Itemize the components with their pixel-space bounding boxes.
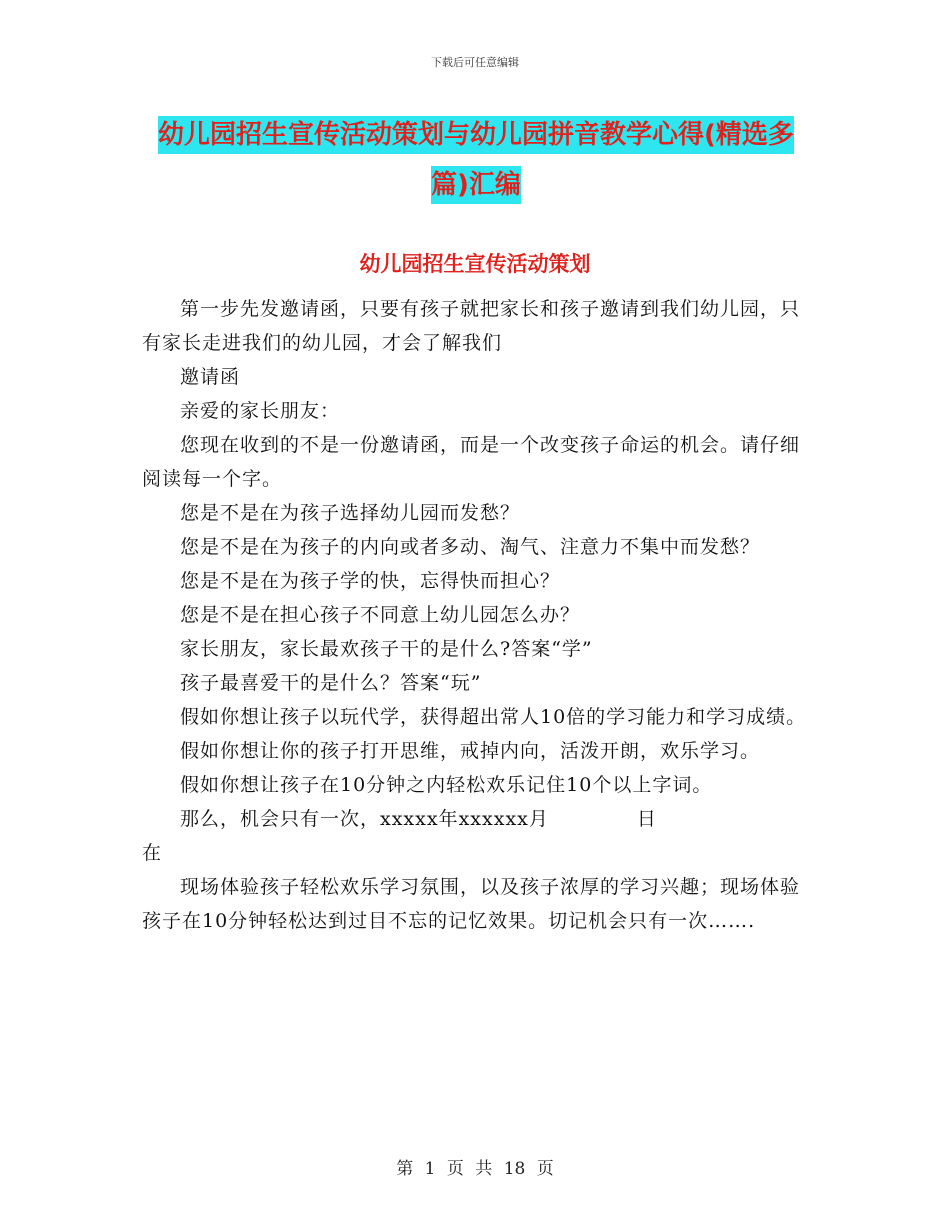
date-continuation: 在: [142, 842, 163, 864]
date-line: [142, 802, 810, 836]
date-day: 日: [636, 808, 657, 830]
body-text: [142, 292, 810, 938]
date-line-text: 那么，机会只有一次，xxxxx年xxxxxx月: [180, 808, 549, 830]
paragraph: 家长朋友，家长最欢孩子干的是什么?答案“学”: [180, 638, 593, 660]
document-title: [142, 110, 810, 210]
document-title-text: 幼儿园招生宣传活动策划与幼儿园拼音教学心得(精选多篇)汇编: [158, 116, 794, 204]
paragraph: 第一步先发邀请函，只要有孩子就把家长和孩子邀请到我们幼儿园，只有家长走进我们的幼儿园，才会了解我们: [142, 298, 801, 354]
paragraph: 假如你想让孩子以玩代学，获得超出常人10倍的学习能力和学习成绩。: [180, 706, 807, 728]
page-footer: 第 1 页 共 18 页: [396, 1159, 554, 1179]
paragraph: 亲爱的家长朋友：: [180, 400, 341, 422]
paragraph: 假如你想让孩子在10分钟之内轻松欢乐记住10个以上字词。: [180, 774, 713, 796]
paragraph: 您是不是在担心孩子不同意上幼儿园怎么办？: [180, 604, 581, 626]
section-title: 幼儿园招生宣传活动策划: [359, 252, 591, 276]
paragraph: 您现在收到的不是一份邀请函，而是一个改变孩子命运的机会。请仔细阅读每一个字。: [142, 434, 801, 490]
header-note: 下载后可任意编辑: [431, 56, 519, 69]
paragraph: 假如你想让你的孩子打开思维，戒掉内向，活泼开朗，欢乐学习。: [180, 740, 761, 762]
paragraph: 孩子最喜爱干的是什么？答案“玩”: [180, 672, 482, 694]
closing-paragraph: 现场体验孩子轻松欢乐学习氛围，以及孩子浓厚的学习兴趣；现场体验孩子在10分钟轻松达到过目不忘的记忆效果。切记机会只有一次…….: [142, 876, 801, 932]
paragraph: 您是不是在为孩子学的快，忘得快而担心？: [180, 570, 561, 592]
paragraph: 邀请函: [180, 366, 241, 388]
paragraph: 您是不是在为孩子选择幼儿园而发愁？: [180, 502, 521, 524]
paragraph: 您是不是在为孩子的内向或者多动、淘气、注意力不集中而发愁？: [180, 536, 761, 558]
